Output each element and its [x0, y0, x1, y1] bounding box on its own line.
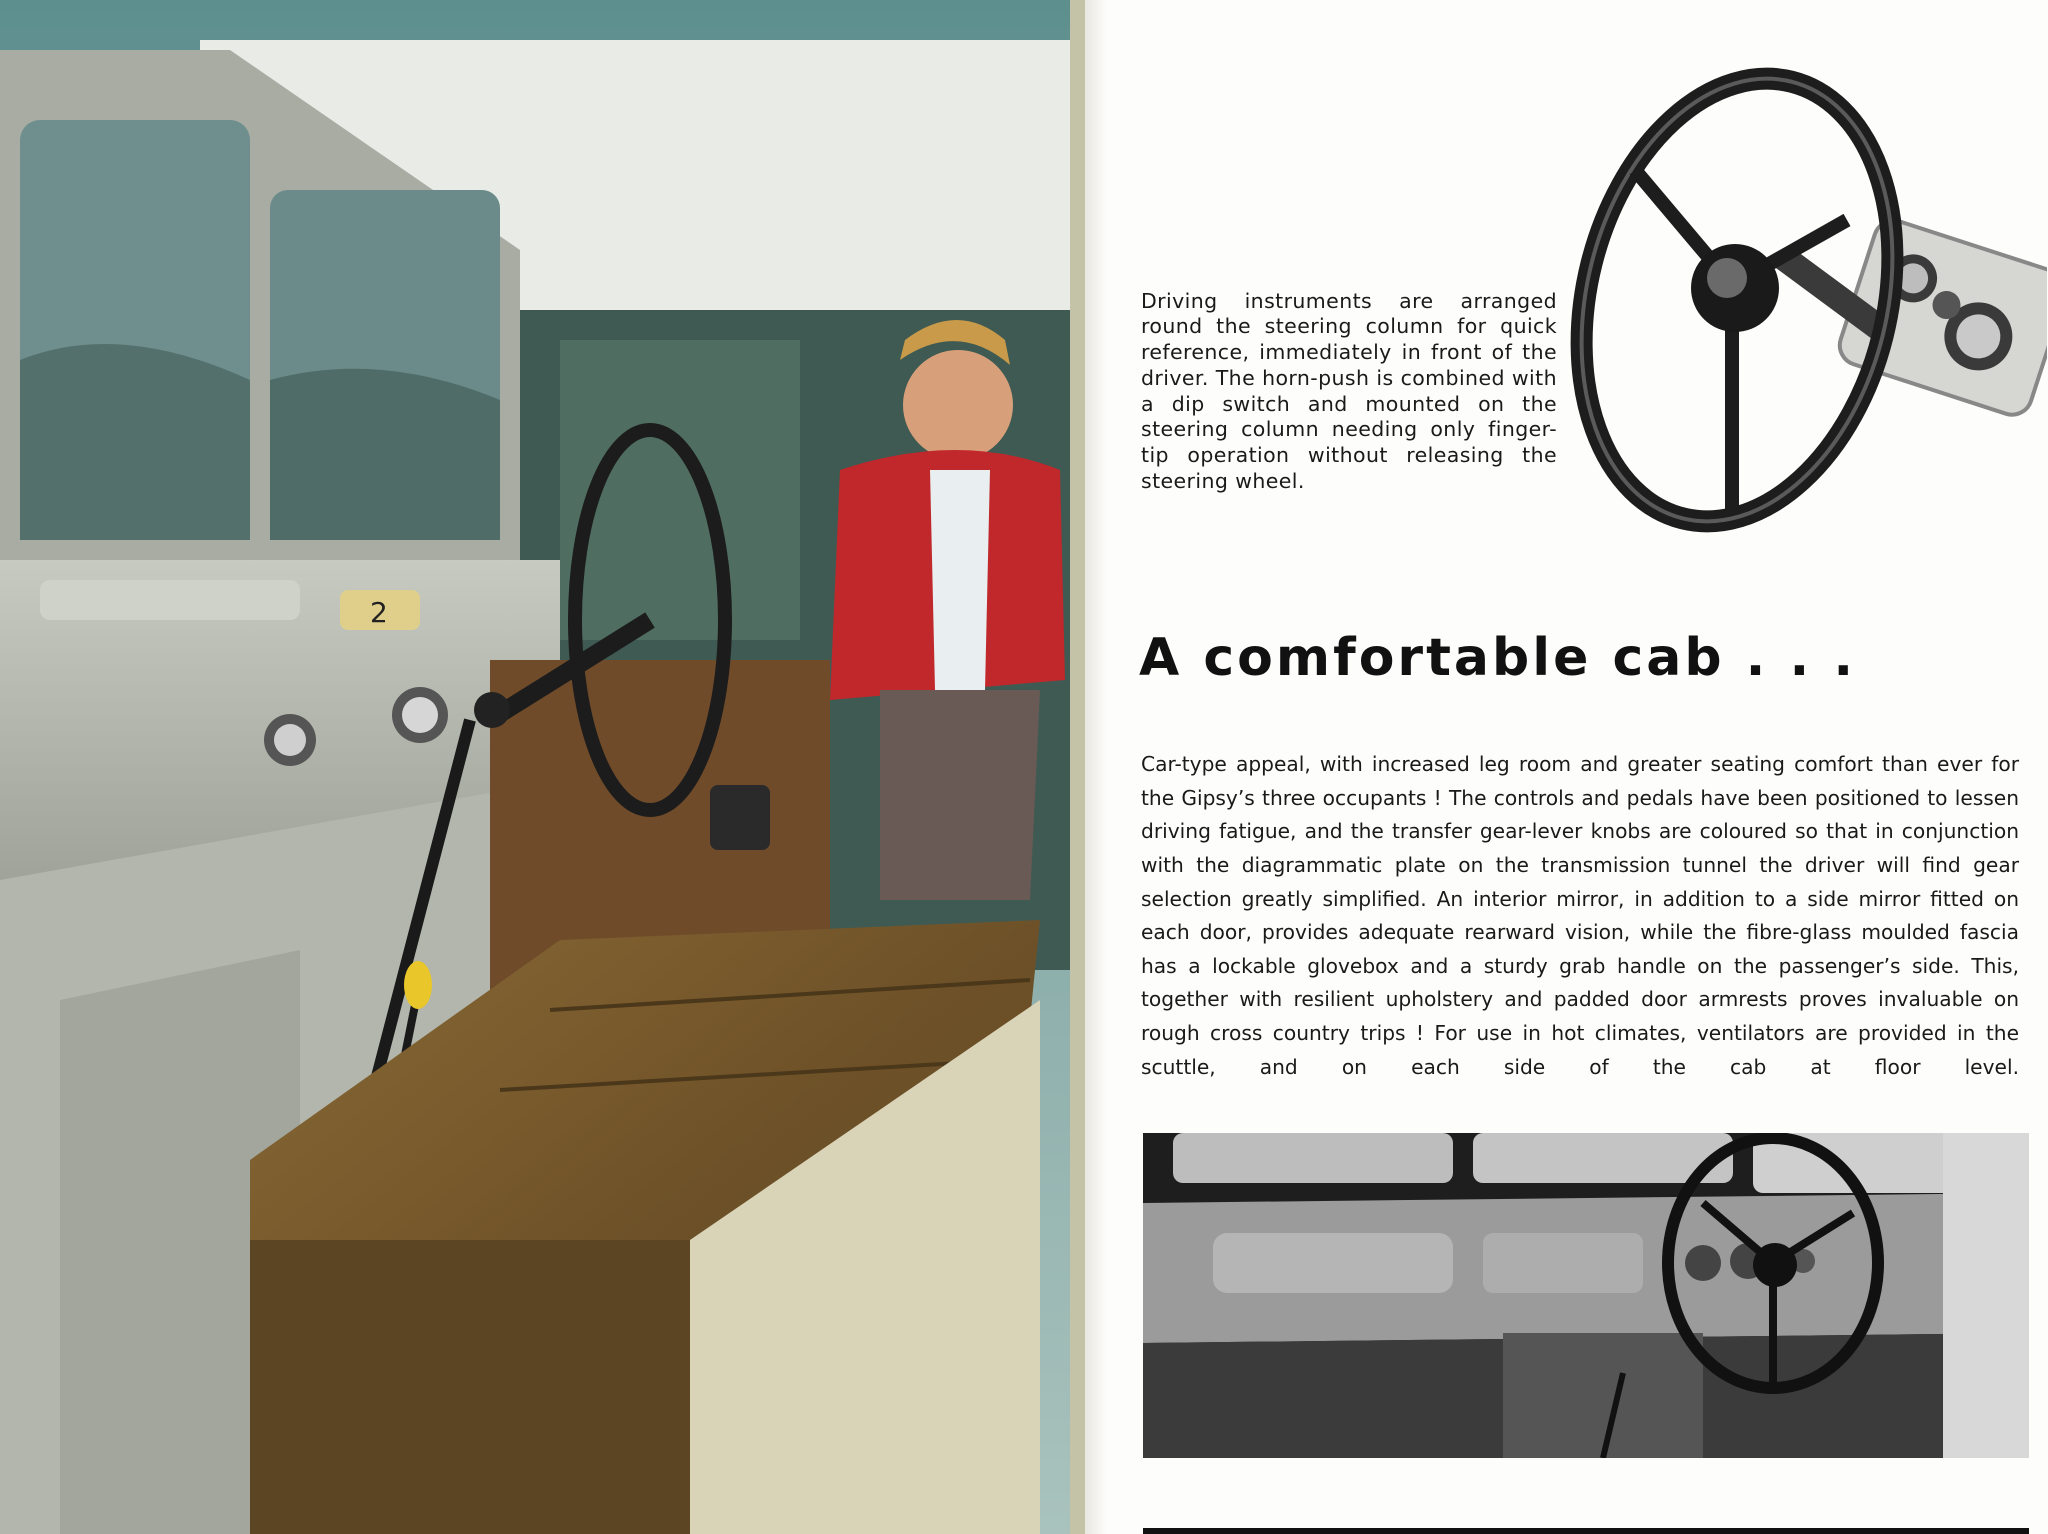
gauge-label: 2 — [370, 596, 388, 629]
steering-caption: Driving instruments are arranged round the steering column for quick reference, immediately in front of the driver. The horn-push is combined with a dip switch and mounted on the steering column needing only finger-tip operation without releasing the steering wheel. — [1141, 288, 1557, 494]
steering-wheel-photo — [1527, 20, 2047, 580]
cab-dashboard-photo — [1143, 1133, 2029, 1458]
body-paragraph: Car-type appeal, with increased leg room and greater seating comfort than ever for the Gipsy’s three occupants ! The controls and pedals have been positioned to lessen driving fatigue, and the transfer gear-lever knobs are coloured so that in conjunction with the diagrammatic plate on the transmission tunnel the driver will find gear selection greatly simplified. An interior mirror, in addition to a side mirror fitted on each door, provides adequate rearward vision, while the fibre-glass moulded fascia has a lockable glovebox and a sturdy grab handle on the passenger’s side. This, together with resilient upholstery and padded door armrests proves invaluable on rough cross country trips ! For use in hot climates, ventilators are provided in the scuttle, and on each side of the cab at floor level. — [1141, 752, 2019, 1079]
bottom-rule — [1143, 1528, 2029, 1534]
page-heading: A comfortable cab . . . — [1139, 628, 1857, 688]
cab-dashboard-photo-graphic — [1143, 1133, 2029, 1458]
page-gutter — [1085, 0, 1107, 1534]
right-page — [1107, 0, 2048, 1534]
